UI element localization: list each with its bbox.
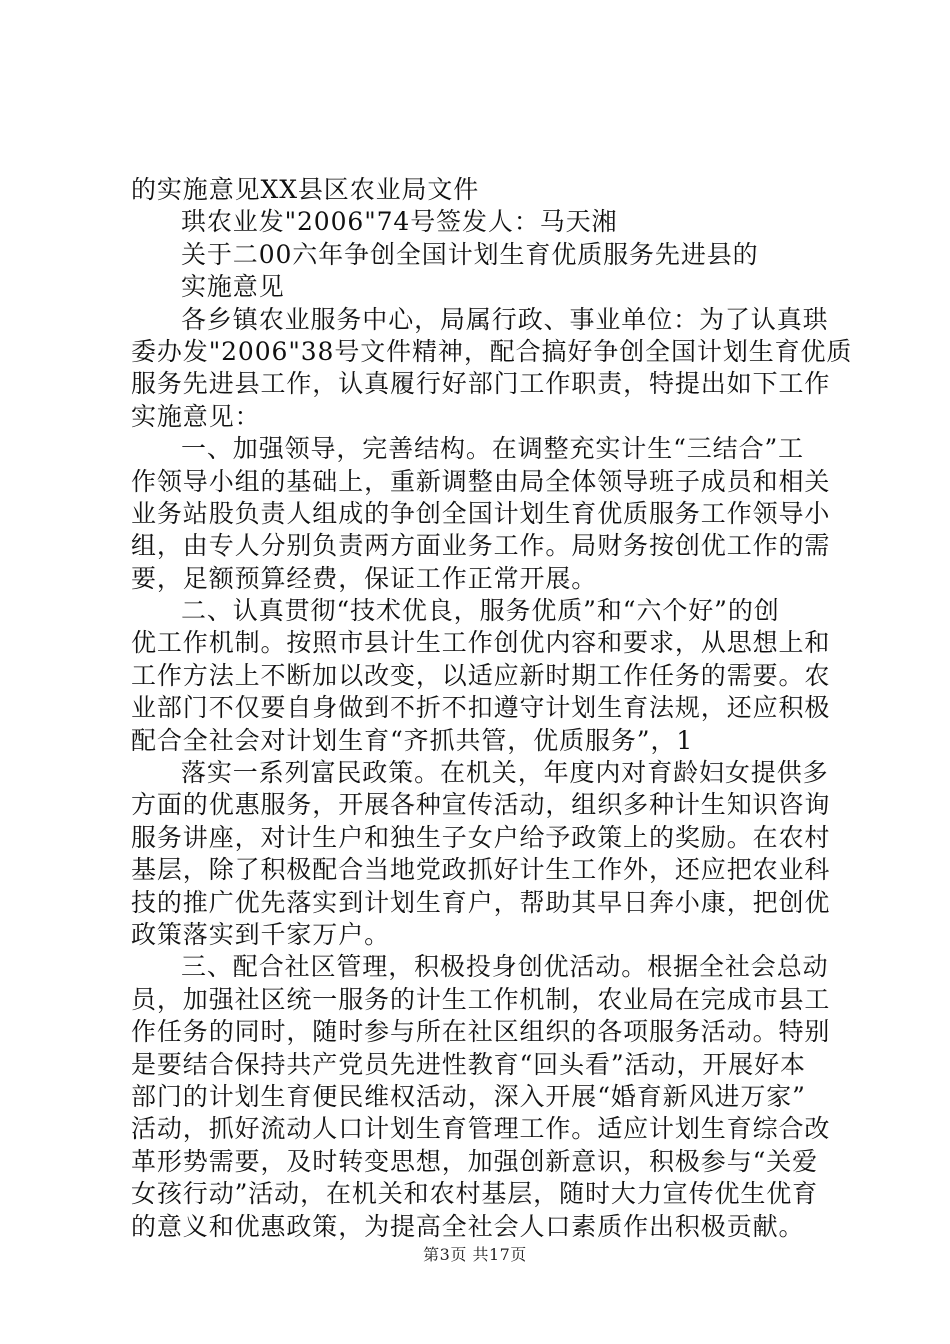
text-line: 的意义和优惠政策，为提高全社会人口素质作出积极贡献。 bbox=[131, 1211, 805, 1241]
text-line: 工作方法上不断加以改变，以适应新时期工作任务的需要。农 bbox=[131, 660, 831, 690]
document-body bbox=[131, 174, 853, 1243]
text-line: 要，足额预算经费，保证工作正常开展。 bbox=[131, 563, 598, 593]
text-line: 服务讲座，对计生户和独生子女户给予政策上的奖励。在农村 bbox=[131, 822, 831, 852]
text-line: 女孩行动”活动，在机关和农村基层，随时大力宣传优生优育 bbox=[131, 1179, 819, 1209]
text-line: 服务先进县工作，认真履行好部门工作职责，特提出如下工作 bbox=[131, 369, 831, 399]
text-line: 业部门不仅要自身做到不折不扣遵守计划生育法规，还应积极 bbox=[131, 693, 831, 723]
text-line: 革形势需要，及时转变思想，加强创新意识，积极参与“关爱 bbox=[131, 1146, 819, 1176]
text-line: 一、加强领导，完善结构。在调整充实计生“三结合”工 bbox=[181, 434, 805, 464]
text-line: 落实一系列富民政策。在机关，年度内对育龄妇女提供多 bbox=[181, 758, 829, 788]
text-line: 关于二00六年争创全国计划生育优质服务先进县的 bbox=[181, 239, 759, 269]
text-line: 基层，除了积极配合当地党政抓好计生工作外，还应把农业科 bbox=[131, 855, 831, 885]
text-line: 员，加强社区统一服务的计生工作机制，农业局在完成市县工 bbox=[131, 984, 831, 1014]
text-line: 业务站股负责人组成的争创全国计划生育优质服务工作领导小 bbox=[131, 498, 831, 528]
text-line: 作任务的同时，随时参与所在社区组织的各项服务活动。特别 bbox=[131, 1017, 831, 1047]
text-line: 是要结合保持共产党员先进性教育“回头看”活动，开展好本 bbox=[131, 1049, 806, 1079]
text-line: 实施意见 bbox=[181, 272, 285, 302]
text-line: 二、认真贯彻“技术优良，服务优质”和“六个好”的创 bbox=[181, 596, 780, 626]
text-line: 方面的优惠服务，开展各种宣传活动，组织多种计生知识咨询 bbox=[131, 790, 831, 820]
text-line: 珙农业发"2006"74号签发人：马天湘 bbox=[181, 207, 618, 237]
text-line: 政策落实到千家万户。 bbox=[131, 919, 391, 949]
text-line: 三、配合社区管理，积极投身创优活动。根据全社会总动 bbox=[181, 952, 829, 982]
text-line: 部门的计划生育便民维权活动，深入开展“婚育新风进万家” bbox=[131, 1081, 806, 1111]
page-footer: 第3页 共17页 bbox=[423, 1245, 527, 1264]
text-line: 的实施意见XX县区农业局文件 bbox=[131, 175, 480, 204]
text-line: 组，由专人分别负责两方面业务工作。局财务按创优工作的需 bbox=[131, 531, 831, 561]
text-line: 作领导小组的基础上，重新调整由局全体领导班子成员和相关 bbox=[131, 466, 831, 496]
text-line: 优工作机制。按照市县计生工作创优内容和要求，从思想上和 bbox=[131, 628, 831, 658]
text-line: 各乡镇农业服务中心，局属行政、事业单位：为了认真珙 bbox=[181, 304, 829, 334]
text-line: 技的推广优先落实到计划生育户，帮助其早日奔小康，把创优 bbox=[131, 887, 831, 917]
text-line: 委办发"2006"38号文件精神，配合搞好争创全国计划生育优质 bbox=[131, 336, 853, 366]
text-line: 活动，抓好流动人口计划生育管理工作。适应计划生育综合改 bbox=[131, 1114, 831, 1144]
text-line: 配合全社会对计划生育“齐抓共管，优质服务”，1 bbox=[131, 725, 694, 755]
text-line: 实施意见： bbox=[131, 401, 261, 431]
